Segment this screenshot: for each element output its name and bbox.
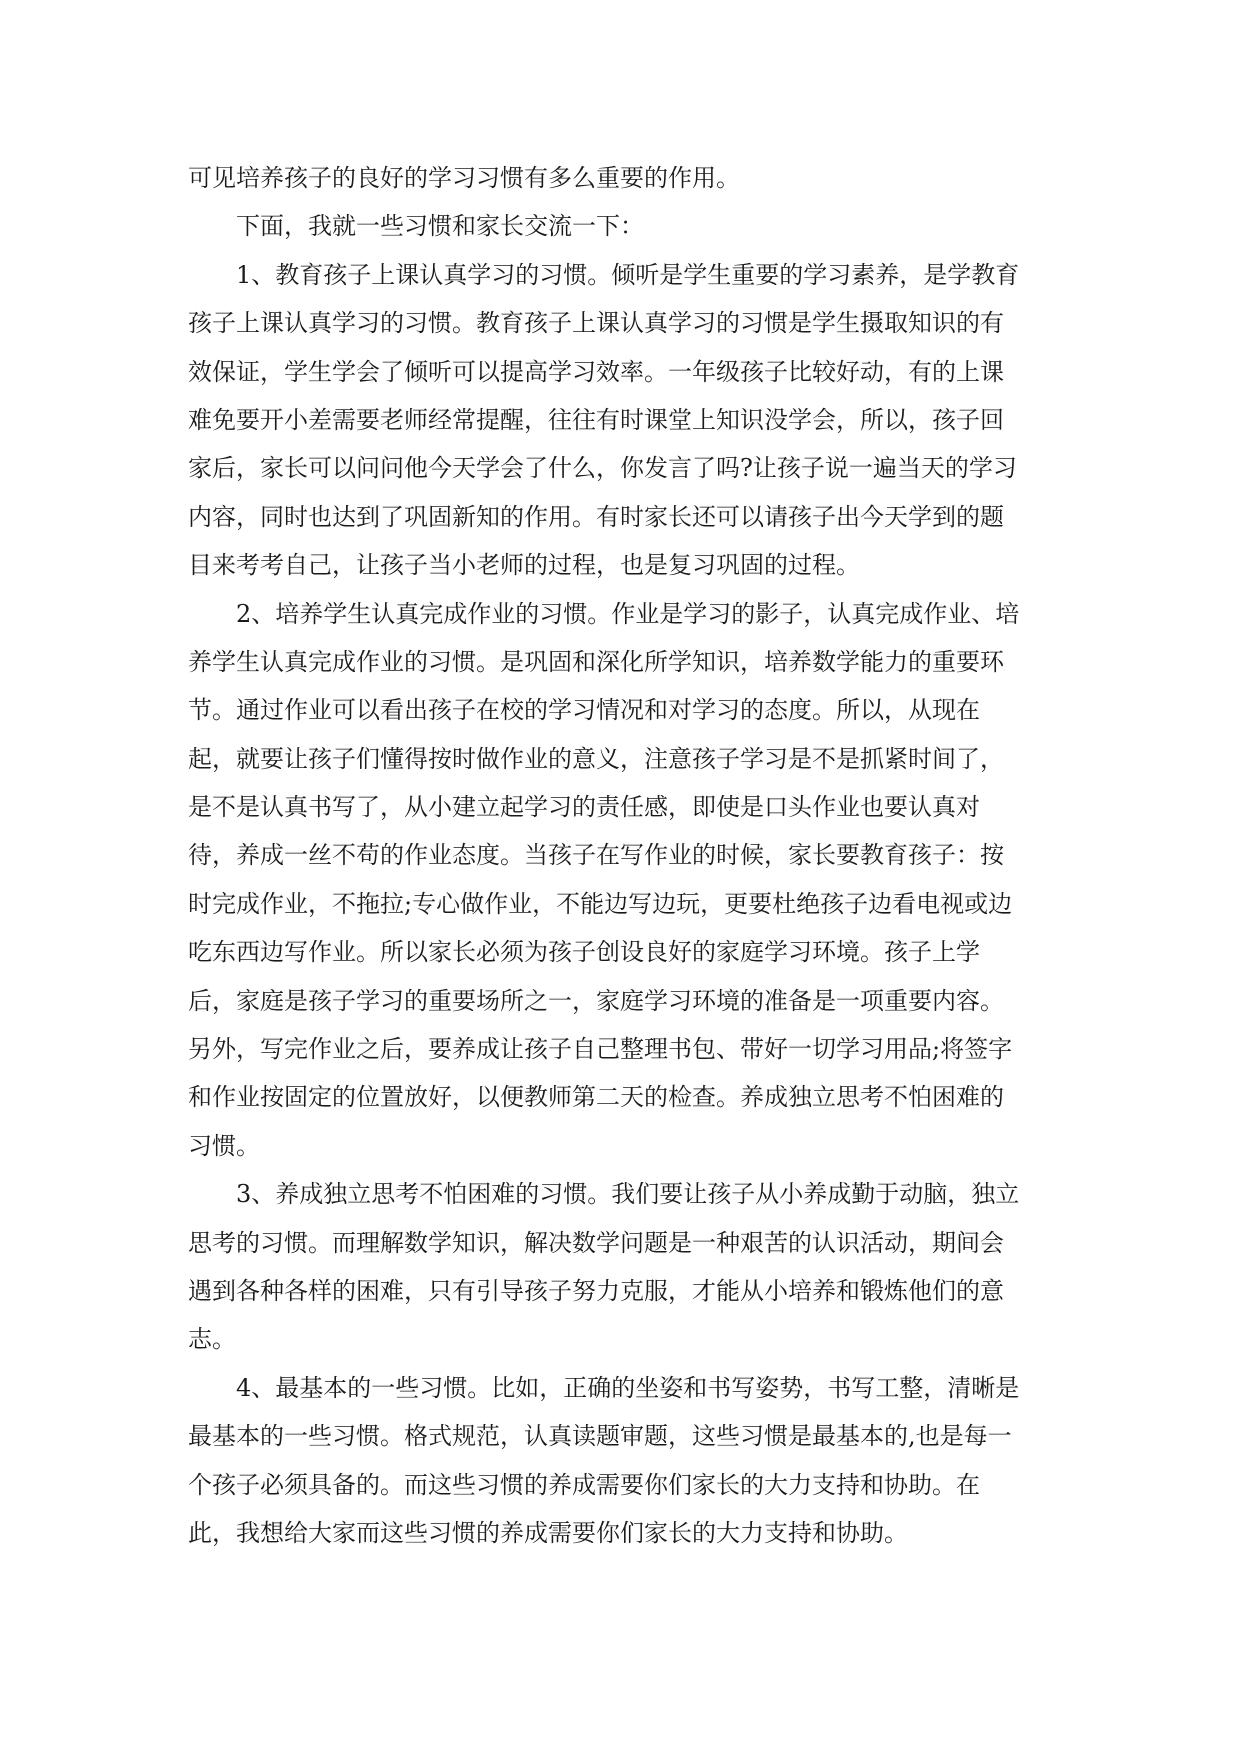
text-line: 和作业按固定的位置放好，以便教师第二天的检查。养成独立思考不怕困难的 xyxy=(188,1083,1004,1112)
text-line: 2、培养学生认真完成作业的习惯。作业是学习的影子，认真完成作业、培 xyxy=(236,599,1020,628)
text-line: 孩子上课认真学习的习惯。教育孩子上课认真学习的习惯是学生摄取知识的有 xyxy=(188,309,1004,338)
text-line: 遇到各种各样的困难，只有引导孩子努力克服，才能从小培养和锻炼他们的意 xyxy=(188,1276,1004,1305)
text-line: 吃东西边写作业。所以家长必须为孩子创设良好的家庭学习环境。孩子上学 xyxy=(188,938,980,967)
text-line: 1、教育孩子上课认真学习的习惯。倾听是学生重要的学习素养，是学教育 xyxy=(236,260,1020,289)
text-line: 可见培养孩子的良好的学习习惯有多么重要的作用。 xyxy=(188,164,740,192)
text-line: 习惯。 xyxy=(188,1131,260,1160)
text-line: 下面，我就一些习惯和家长交流一下： xyxy=(236,212,644,241)
text-line: 内容，同时也达到了巩固新知的作用。有时家长还可以请孩子出今天学到的题 xyxy=(188,502,1004,531)
paragraph xyxy=(188,1170,1050,1364)
text-line: 最基本的一些习惯。格式规范，认真读题审题，这些习惯是最基本的,也是每一 xyxy=(188,1422,1012,1451)
text-line: 此，我想给大家而这些习惯的养成需要你们家长的大力支持和协助。 xyxy=(188,1518,908,1547)
paragraph xyxy=(188,251,1050,590)
text-line: 目来考考自己，让孩子当小老师的过程，也是复习巩固的过程。 xyxy=(188,551,860,580)
text-line: 家后，家长可以问问他今天学会了什么，你发言了吗?让孩子说一遍当天的学习 xyxy=(188,454,1017,483)
text-line: 3、养成独立思考不怕困难的习惯。我们要让孩子从小养成勤于动脑，独立 xyxy=(236,1180,1020,1209)
text-line: 另外，写完作业之后，要养成让孩子自己整理书包、带好一切学习用品;将签字 xyxy=(188,1035,1013,1064)
text-line: 待，养成一丝不苟的作业态度。当孩子在写作业的时候，家长要教育孩子：按 xyxy=(188,841,1004,870)
paragraph xyxy=(188,590,1050,1171)
paragraph xyxy=(188,154,1050,202)
text-line: 是不是认真书写了，从小建立起学习的责任感，即使是口头作业也要认真对 xyxy=(188,793,980,822)
text-line: 效保证，学生学会了倾听可以提高学习效率。一年级孩子比较好动，有的上课 xyxy=(188,357,1004,386)
text-line: 节。通过作业可以看出孩子在校的学习情况和对学习的态度。所以，从现在 xyxy=(188,696,980,725)
text-line: 时完成作业，不拖拉;专心做作业，不能边写边玩，更要杜绝孩子边看电视或边 xyxy=(188,889,1013,918)
text-line: 思考的习惯。而理解数学知识，解决数学问题是一种艰苦的认识活动，期间会 xyxy=(188,1228,1004,1257)
text-line: 4、最基本的一些习惯。比如，正确的坐姿和书写姿势，书写工整，清晰是 xyxy=(236,1373,1020,1402)
text-line: 起，就要让孩子们懂得按时做作业的意义，注意孩子学习是不是抓紧时间了， xyxy=(188,744,1004,773)
text-line: 难免要开小差需要老师经常提醒，往往有时课堂上知识没学会，所以，孩子回 xyxy=(188,405,1004,434)
paragraph xyxy=(188,202,1050,250)
text-line: 志。 xyxy=(188,1325,236,1354)
text-line: 养学生认真完成作业的习惯。是巩固和深化所学知识，培养数学能力的重要环 xyxy=(188,647,1004,676)
text-line: 后，家庭是孩子学习的重要场所之一，家庭学习环境的准备是一项重要内容。 xyxy=(188,986,1004,1015)
text-line: 个孩子必须具备的。而这些习惯的养成需要你们家长的大力支持和协助。在 xyxy=(188,1470,980,1499)
document-body xyxy=(188,154,1050,1557)
paragraph xyxy=(188,1364,1050,1558)
